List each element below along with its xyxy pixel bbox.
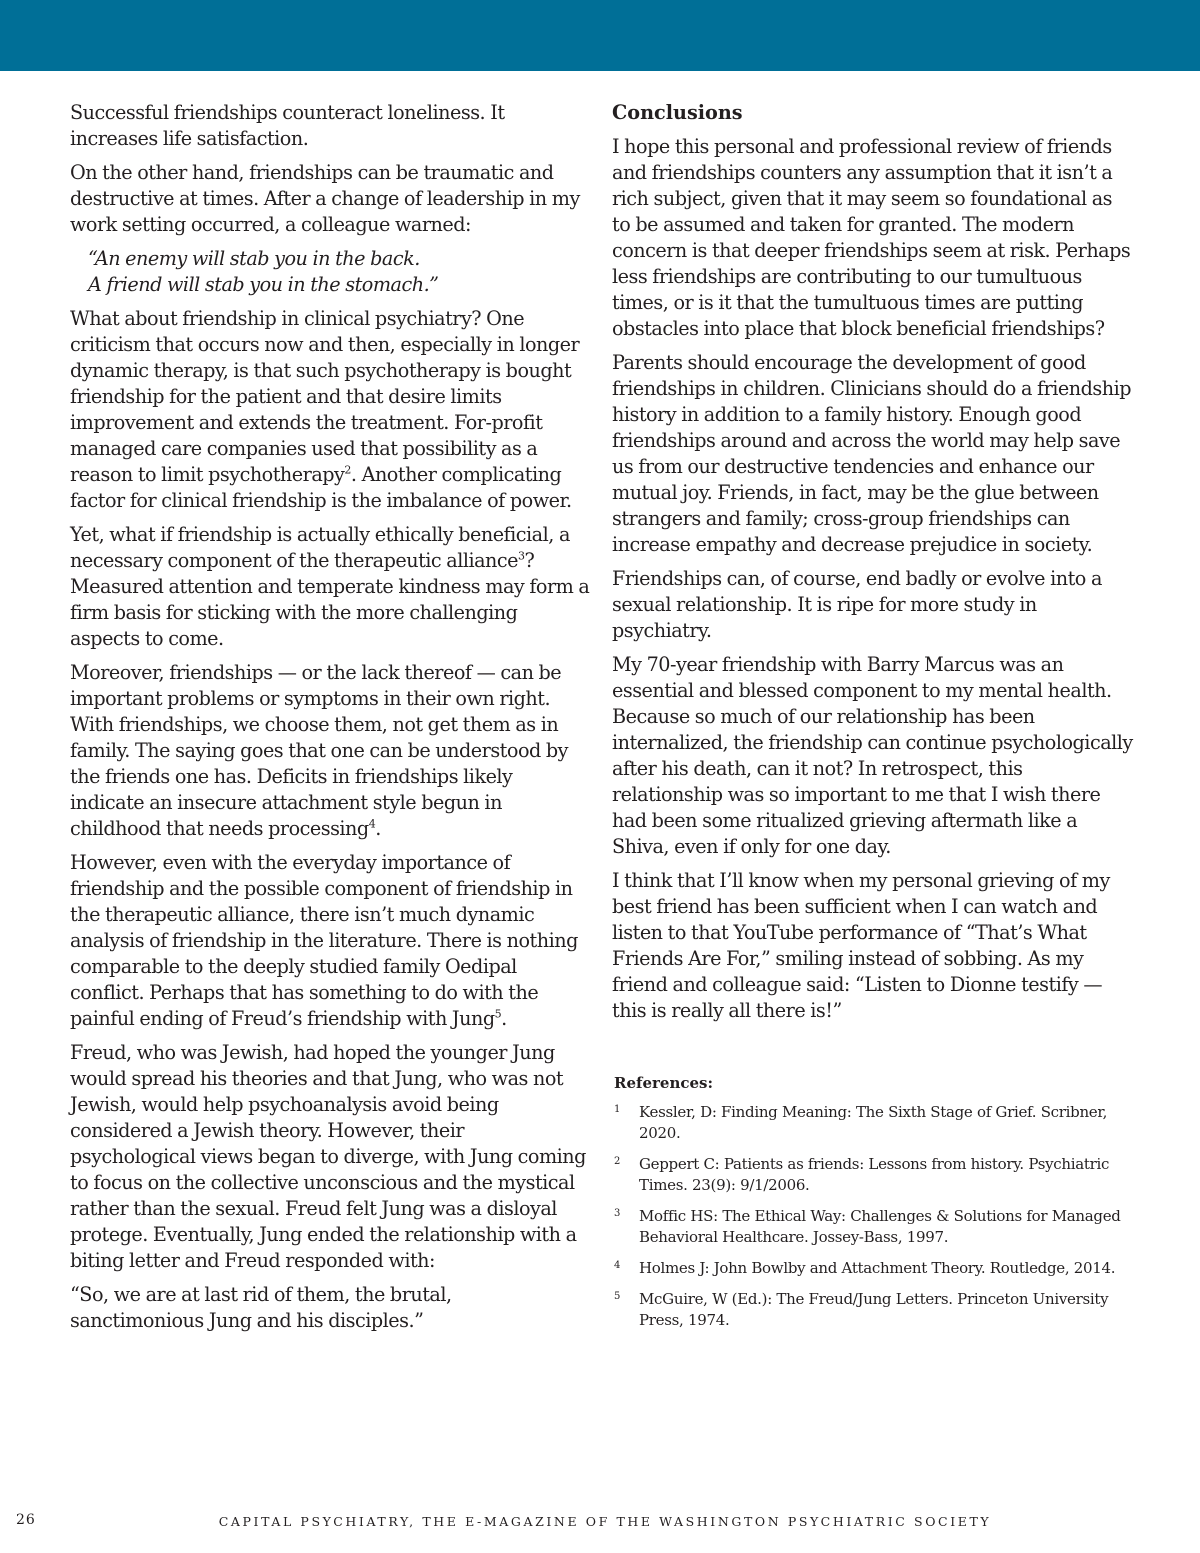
reference-text: Geppert C: Patients as friends: Lessons from history. Psychiatric Times. 23(9): 9/1/2006. (639, 1155, 1110, 1194)
reference-item (614, 1289, 1134, 1331)
reference-number: 5 (614, 1291, 621, 1302)
paragraph: “So, we are at last rid of them, the brutal, sanctimonious Jung and his disciples.” (70, 1283, 452, 1332)
citation-marker: 3 (518, 549, 525, 563)
right-column (612, 100, 1134, 1032)
reference-item (614, 1258, 1134, 1279)
paragraph: Freud, who was Jewish, had hoped the younger Jung would spread his theories and that Jung, who was not Jewish, would help psychoanalysis avoid being considered a Jewish theory. However, their psychological views began to diverge, with Jung coming to focus on the collective unconscious and the mystical rather than the sexual. Freud felt Jung was a disloyal protege. Eventually, Jung ended the relationship with a biting letter and Freud responded with: (70, 1041, 586, 1272)
reference-number: 3 (614, 1208, 621, 1219)
reference-item (614, 1102, 1134, 1144)
citation-marker: 5 (494, 1007, 502, 1021)
reference-text: Holmes J: John Bowlby and Attachment Theory. Routledge, 2014. (639, 1259, 1116, 1277)
paragraph: Yet, what if friendship is actually ethically beneficial, a necessary component of the therapeutic alliance$^3$? Measured attention and temperate kindness may form a firm basis for sticking with the more challenging aspects to come. (70, 523, 590, 650)
reference-item (614, 1206, 1134, 1248)
paragraph: Parents should encourage the development of good friendships in children. Clinicians should do a friendship history in addition to a family history. Enough good friendships around and across the world may help save us from our destructive tendencies and enhance our mutual joy. Friends, in fact, may be the glue between strangers and family; cross-group friendships can increase empathy and decrease prejudice in society. (612, 351, 1132, 556)
paragraph: However, even with the everyday importance of friendship and the possible component of friendship in the therapeutic alliance, there isn’t much dynamic analysis of friendship in the literature. There is nothing comparable to the deeply studied family Oedipal conflict. Perhaps that has something to do with the painful ending of Freud’s friendship with Jung$^5$. (70, 851, 578, 1030)
paragraph: My 70-year friendship with Barry Marcus was an essential and blessed component to my mental health. Because so much of our relationship has been internalized, the friendship can continue psychologically after his death, can it not? In retrospect, this relationship was so important to me that I wish there had been some ritualized grieving aftermath like a Shiva, even if only for one day. (612, 653, 1133, 858)
block-quote (70, 246, 590, 298)
reference-number: 1 (614, 1104, 621, 1115)
citation-marker: 4 (368, 817, 376, 831)
quote-line: A friend will stab you in the stomach.” (88, 273, 439, 296)
publication-title: CAPITAL PSYCHIATRY, THE E-MAGAZINE OF THE WASHINGTON PSYCHIATRIC SOCIETY (218, 1514, 992, 1529)
quote-line: “An enemy will stab you in the back. (88, 247, 420, 270)
citation-marker: 2 (344, 463, 351, 477)
left-column (70, 100, 590, 1342)
reference-text: Moffic HS: The Ethical Way: Challenges & Solutions for Managed Behavioral Healthcare. Jossey-Bass, 1997. (639, 1207, 1121, 1246)
header-band (0, 0, 1200, 71)
references (614, 1072, 1134, 1341)
section-heading: Conclusions (612, 101, 743, 124)
page-number: 26 (16, 1512, 36, 1528)
paragraph: What about friendship in clinical psychiatry? One criticism that occurs now and then, especially in longer dynamic therapy, is that such psychotherapy is bought friendship for the patient and that desire limits improvement and extends the treatment. For-profit managed care companies used that possibility as a reason to limit psychotherapy$^2$. Another complicating factor for clinical friendship is the imbalance of power. (70, 307, 580, 512)
reference-item (614, 1154, 1134, 1196)
reference-text: Kessler, D: Finding Meaning: The Sixth Stage of Grief. Scribner, 2020. (639, 1103, 1108, 1142)
reference-text: McGuire, W (Ed.): The Freud/Jung Letters. Princeton University Press, 1974. (639, 1290, 1109, 1329)
paragraph: I hope this personal and professional review of friends and friendships counters any assumption that it isn’t a rich subject, given that it may seem so foundational as to be assumed and taken for granted. The modern concern is that deeper friendships seem at risk. Perhaps less friendships are contributing to our tumultuous times, or is it that the tumultuous times are putting obstacles into place that block beneficial friendships? (612, 135, 1131, 340)
paragraph: Moreover, friendships — or the lack thereof — can be important problems or symptoms in their own right. With friendships, we choose them, not get them as in family. The saying goes that one can be understood by the friends one has. Deficits in friendships likely indicate an insecure attachment style begun in childhood that needs processing$^4$. (70, 661, 568, 840)
paragraph: Successful friendships counteract loneliness. It increases life satisfaction. (70, 101, 505, 150)
paragraph: Friendships can, of course, end badly or evolve into a sexual relationship. It is ripe for more study in psychiatry. (612, 567, 1102, 642)
reference-number: 2 (614, 1156, 621, 1167)
reference-number: 4 (614, 1260, 621, 1271)
paragraph: I think that I’ll know when my personal grieving of my best friend has been sufficient when I can watch and listen to that YouTube performance of “That’s What Friends Are For,” smiling instead of sobbing. As my friend and colleague said: “Listen to Dionne testify — this is really all there is!” (612, 869, 1110, 1022)
paragraph: On the other hand, friendships can be traumatic and destructive at times. After a change of leadership in my work setting occurred, a colleague warned: (70, 161, 580, 236)
references-heading: References: (614, 1074, 714, 1092)
